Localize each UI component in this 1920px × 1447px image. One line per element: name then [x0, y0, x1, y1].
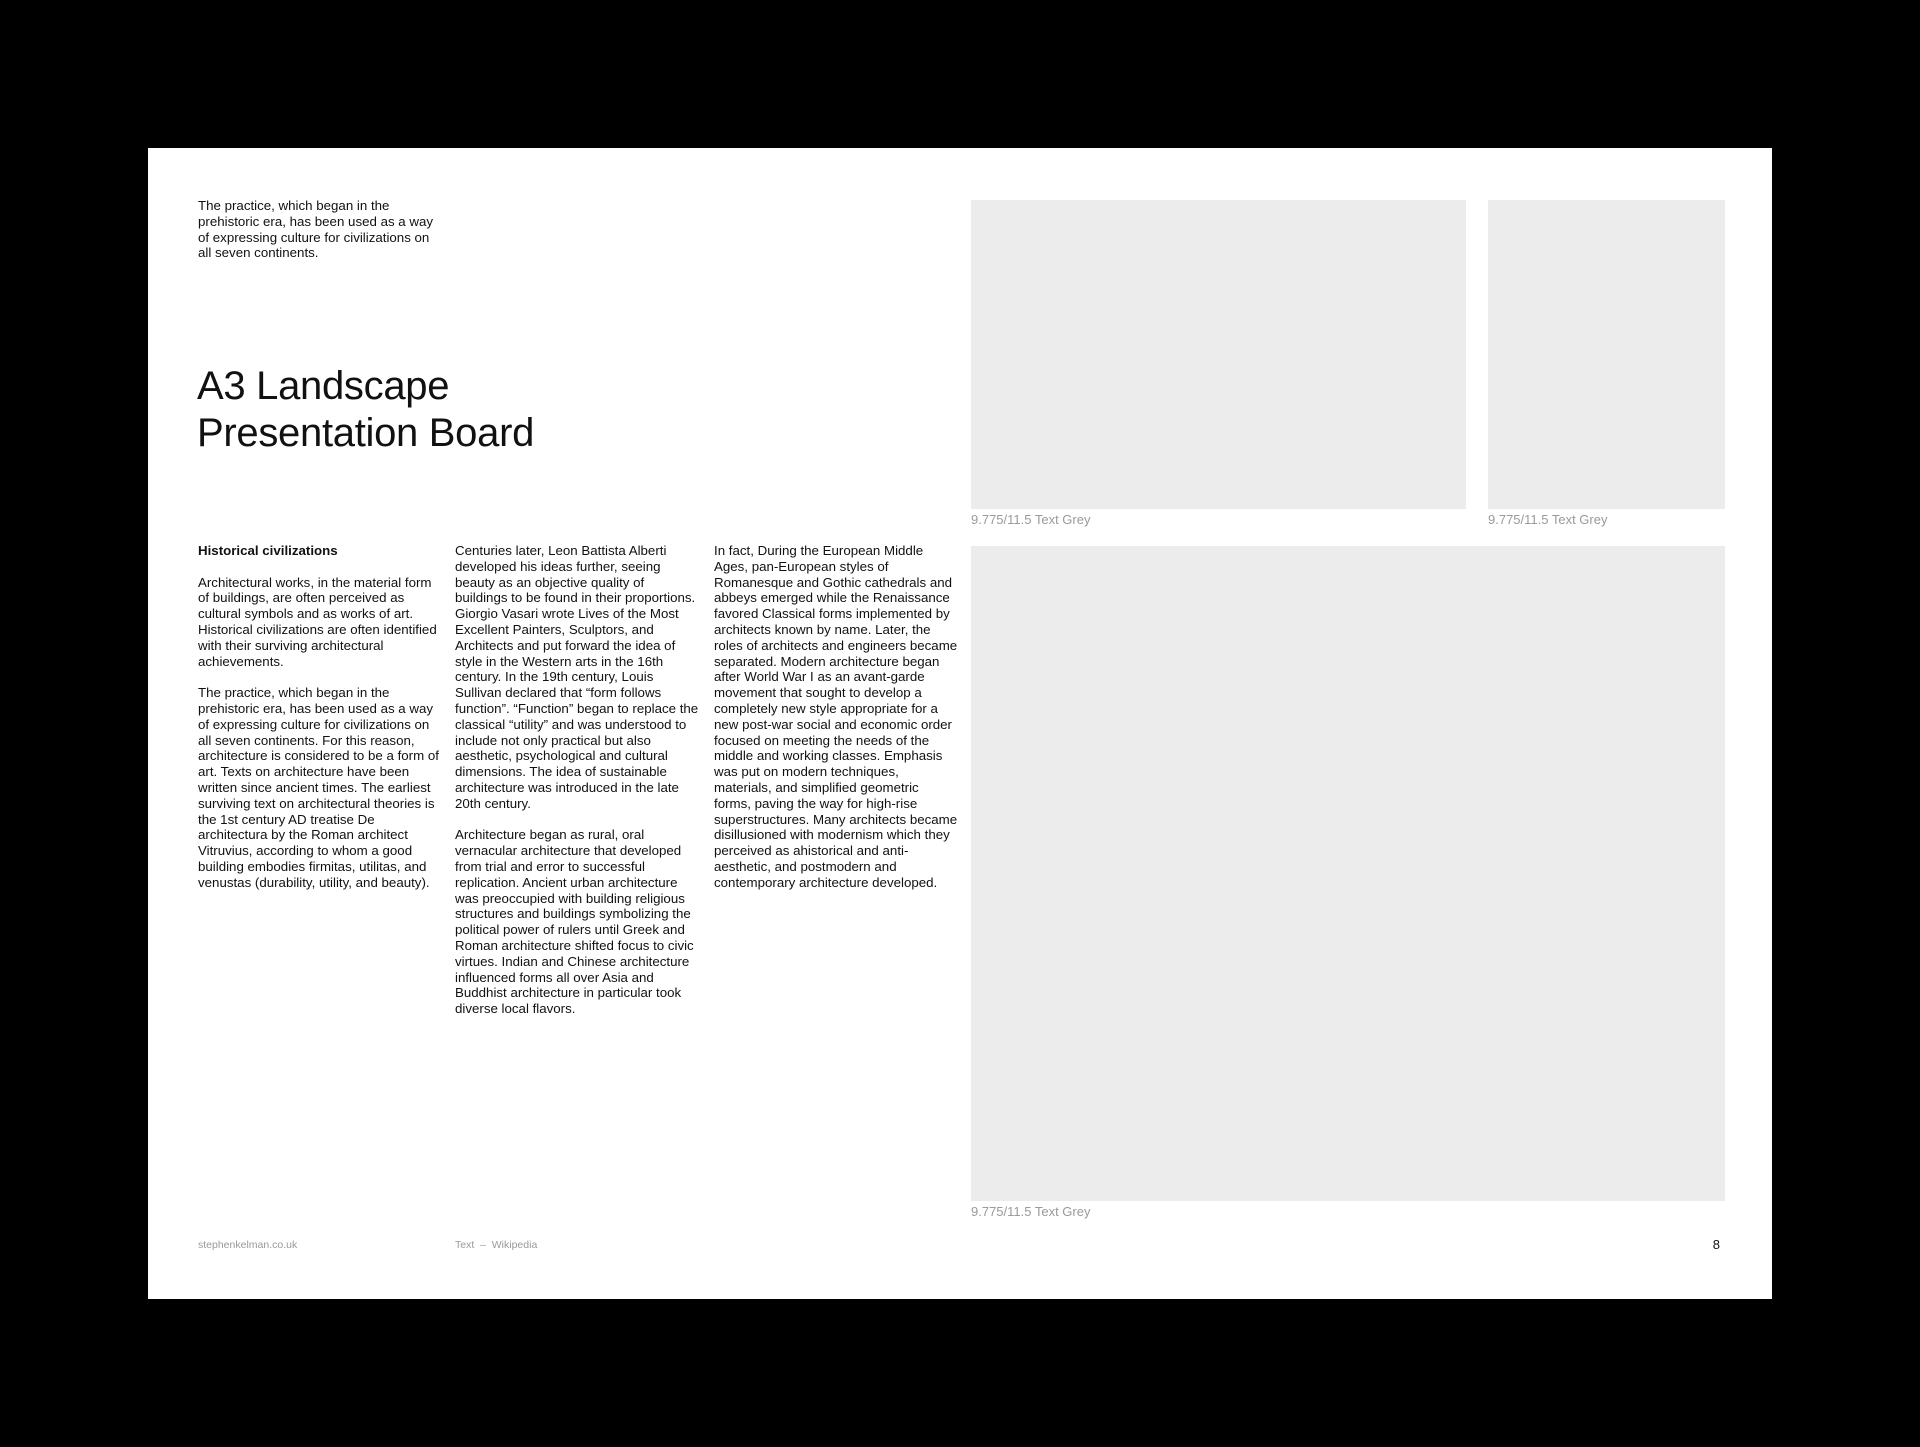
- image-placeholder-2: [1488, 200, 1725, 509]
- title-line-2: Presentation Board: [197, 411, 535, 455]
- intro-text: The practice, which began in the prehistoric era, has been used as a way of expressing culture for civilizations on all seven continents.: [198, 198, 434, 261]
- text-column-3: [714, 543, 959, 906]
- image-caption-3: 9.775/11.5 Text Grey: [971, 1204, 1091, 1219]
- image-placeholder-3: [971, 546, 1725, 1201]
- paragraph: Centuries later, Leon Battista Alberti developed his ideas further, seeing beauty as an objective quality of buildings to be found in their proportions. Giorgio Vasari wrote Lives of the Most Excellent Painters, Sculptors, and Architects and put forward the idea of style in the Western arts in the 16th century. In the 19th century, Louis Sullivan declared that “form follows function”. “Function” began to replace the classical “utility” and was understood to include not only practical but also aesthetic, psychological and cultural dimensions. The idea of sustainable architecture was introduced in the late 20th century.: [455, 543, 699, 811]
- footer-site: stephenkelman.co.uk: [198, 1239, 298, 1251]
- paragraph: In fact, During the European Middle Ages, pan-European styles of Romanesque and Gothic cathedrals and abbeys emerged while the Renaissance favored Classical forms implemented by architects known by name. Later, the roles of architects and engineers became separated. Modern architecture began after World War I as an avant-garde movement that sought to develop a completely new style appropriate for a new post-war social and economic order focused on meeting the needs of the middle and working classes. Emphasis was put on modern techniques, materials, and simplified geometric forms, paving the way for high-rise superstructures. Many architects became disillusioned with modernism which they perceived as ahistorical and anti-aesthetic, and postmodern and contemporary architecture developed.: [714, 543, 958, 890]
- text-column-2: [455, 543, 700, 1033]
- page-number: 8: [1712, 1237, 1720, 1252]
- image-placeholder-1: [971, 200, 1466, 509]
- image-caption-2: 9.775/11.5 Text Grey: [1488, 512, 1608, 527]
- paragraph: Architecture began as rural, oral vernacular architecture that developed from trial and error to successful replication. Ancient urban architecture was preoccupied with building religious structures and buildings symbolizing the political power of rulers until Greek and Roman architecture shifted focus to civic virtues. Indian and Chinese architecture influenced forms all over Asia and Buddhist architecture in particular took diverse local flavors.: [455, 827, 694, 1017]
- image-caption-1: 9.775/11.5 Text Grey: [971, 512, 1091, 527]
- text-column-1: [198, 543, 443, 906]
- footer-source: Text – Wikipedia: [455, 1239, 538, 1251]
- section-heading: Historical civilizations: [198, 543, 338, 558]
- title-line-1: A3 Landscape: [197, 364, 450, 408]
- page-title: [197, 363, 534, 457]
- presentation-board-page: [148, 148, 1772, 1299]
- paragraph: Architectural works, in the material form of buildings, are often perceived as cultural symbols and as works of art. Historical civilizations are often identified with their surviving architectural achievements.: [198, 574, 437, 669]
- paragraph: The practice, which began in the prehistoric era, has been used as a way of expressing culture for civilizations on all seven continents. For this reason, architecture is considered to be a form of art. Texts on architecture have been written since ancient times. The earliest surviving text on architectural theories is the 1st century AD treatise De architectura by the Roman architect Vitruvius, according to whom a good building embodies firmitas, utilitas, and venustas (durability, utility, and beauty).: [198, 685, 439, 890]
